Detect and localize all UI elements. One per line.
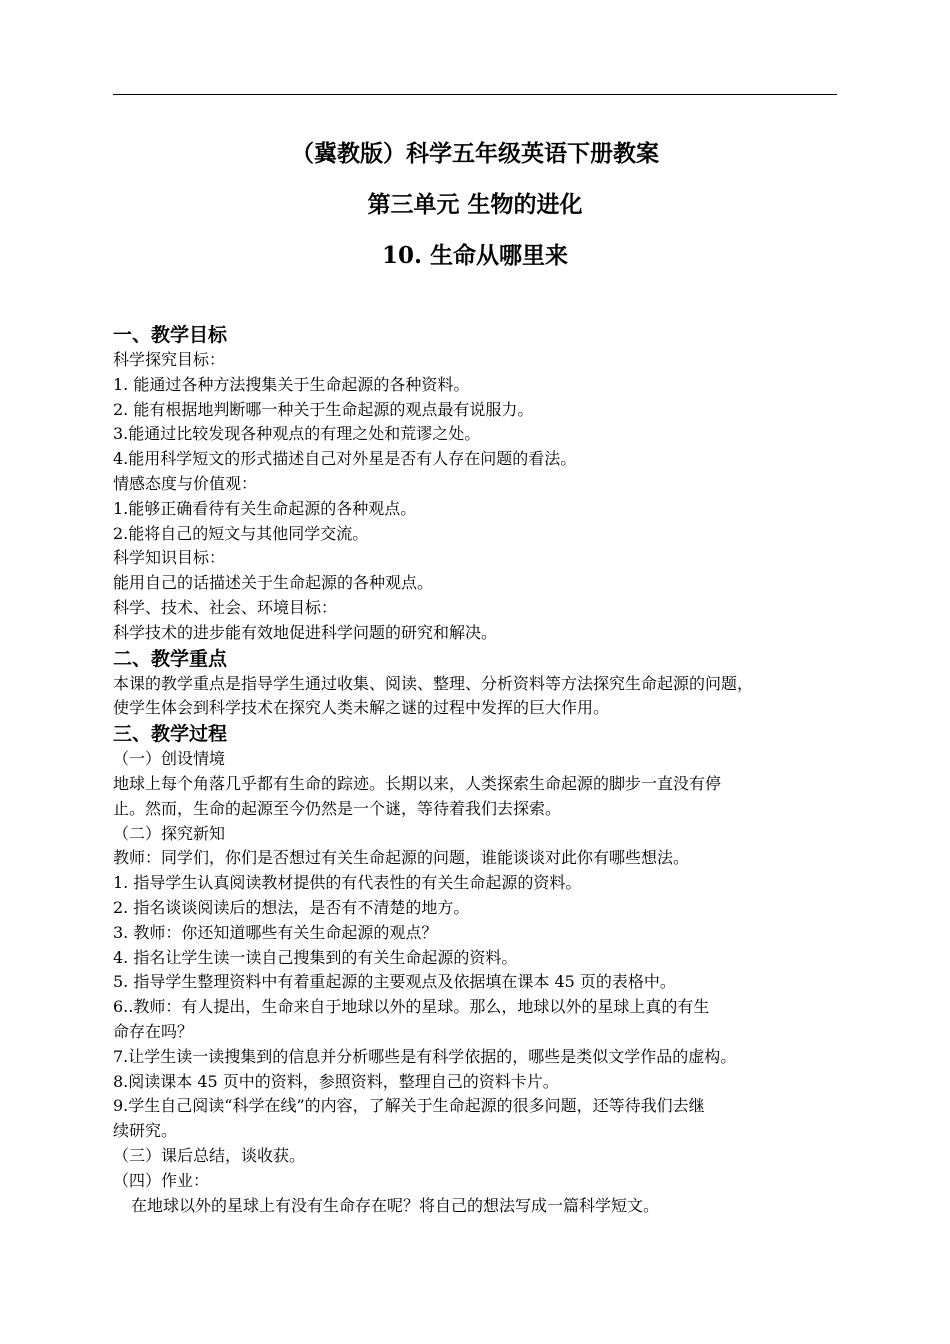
body-line: （二）探究新知 [113,823,226,843]
body-line: 科学知识目标： [113,548,226,568]
body-line: （一）创设情境 [113,749,226,769]
body-line: 情感态度与价值观： [113,473,258,493]
section-heading-process: 三、教学过程 [113,723,228,746]
body-line: 科学技术的进步能有效地促进科学问题的研究和解决。 [113,622,498,642]
document-body [113,322,848,1218]
body-line: （三）课后总结，谈收获。 [113,1145,306,1165]
body-line: 科学探究目标： [113,350,226,369]
homework-text: 在地球以外的星球上有没有生命存在呢？将自己的想法写成一篇科学短文。 [131,1195,660,1215]
body-line: 6..教师：有人提出，生命来自于地球以外的星球。那么，地球以外的星球上真的有生 [113,997,710,1017]
header-rule [113,94,837,95]
body-line: 使学生体会到科学技术在探究人类未解之谜的过程中发挥的巨大作用。 [113,698,610,718]
body-line: 1. 指导学生认真阅读教材提供的有代表性的有关生命起源的资料。 [113,873,582,893]
body-line: 2.能将自己的短文与其他同学交流。 [113,523,369,543]
body-line: 2. 指名谈谈阅读后的想法，是否有不清楚的地方。 [113,897,470,917]
section-heading-objectives: 一、教学目标 [113,324,228,346]
body-line: 8.阅读课本 45 页中的资料，参照资料，整理自己的资料卡片。 [113,1071,559,1091]
body-line: 1.能够正确看待有关生命起源的各种观点。 [113,498,417,518]
body-line: 4. 指名让学生读一读自己搜集到的有关生命起源的资料。 [113,947,518,967]
lesson-title: 10. 生命从哪里来 [381,242,569,269]
body-line: 地球上每个角落几乎都有生命的踪迹。长期以来，人类探索生命起源的脚步一直没有停 [113,773,722,793]
body-line: 2. 能有根据地判断哪一种关于生命起源的观点最有说服力。 [113,399,534,419]
body-line: 3. 教师：你还知道哪些有关生命起源的观点？ [113,922,438,942]
title-block [113,128,837,281]
body-line: 能用自己的话描述关于生命起源的各种观点。 [113,573,434,593]
body-line: 本课的教学重点是指导学生通过收集、阅读、整理、分析资料等方法探究生命起源的问题， [113,673,754,693]
body-line: 止。然而，生命的起源至今仍然是一个谜，等待着我们去探索。 [113,798,562,818]
section-heading-focus: 二、教学重点 [113,647,228,670]
document-title: （冀教版）科学五年级英语下册教案 [291,140,659,167]
body-line: 续研究。 [113,1121,178,1141]
body-line: （四）作业： [113,1170,210,1190]
body-line: 命存在吗？ [113,1021,194,1041]
body-line: 教师：同学们，你们是否想过有关生命起源的问题，谁能谈谈对此你有哪些想法。 [113,848,690,868]
body-line: 5. 指导学生整理资料中有着重起源的主要观点及依据填在课本 45 页的表格中。 [113,972,676,992]
body-line: 9.学生自己阅读“科学在线”的内容，了解关于生命起源的很多问题，还等待我们去继 [113,1096,705,1116]
body-line: 1. 能通过各种方法搜集关于生命起源的各种资料。 [113,374,470,394]
body-line: 4.能用科学短文的形式描述自己对外星是否有人存在问题的看法。 [113,449,577,469]
unit-title: 第三单元 生物的进化 [367,191,583,218]
body-line: 7.让学生读一读搜集到的信息并分析哪些是有科学依据的，哪些是类似文学作品的虚构。 [113,1046,737,1066]
body-line: 科学、技术、社会、环境目标： [113,597,338,617]
body-line: 3.能通过比较发现各种观点的有理之处和荒谬之处。 [113,424,481,444]
